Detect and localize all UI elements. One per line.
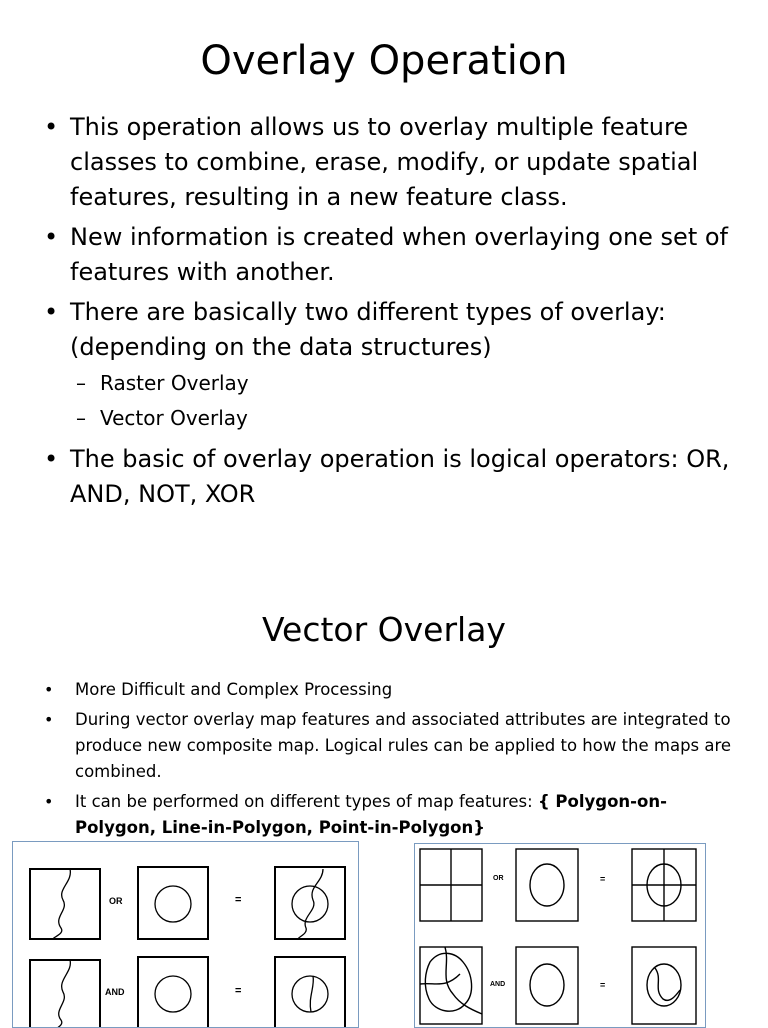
overlay-diagram-right — [415, 844, 705, 1027]
equals-label: = — [600, 874, 606, 884]
clipped-line — [310, 976, 313, 1012]
overlay-figure-right — [414, 843, 706, 1028]
ellipse-polygon — [530, 964, 564, 1006]
sub-item: – Vector Overlay — [76, 406, 248, 430]
and-label: AND — [105, 987, 125, 997]
bullet-dot-icon: • — [44, 445, 59, 473]
polygon-map-box — [516, 849, 578, 921]
dash-icon: – — [76, 406, 86, 430]
polygon-map-box — [516, 947, 578, 1024]
circle-polygon — [155, 976, 191, 1012]
line-feature — [53, 960, 70, 1027]
equals-label: = — [600, 980, 606, 990]
bullet-dot-icon: • — [44, 792, 54, 811]
overlay-figure-left — [12, 841, 359, 1028]
irregular-map-box — [420, 947, 482, 1024]
line-feature — [298, 869, 323, 939]
equals-label: = — [235, 894, 242, 906]
line-map-box — [30, 960, 100, 1027]
slide-title: Vector Overlay — [262, 610, 506, 649]
polygon-map-box — [138, 867, 208, 939]
and-label: AND — [490, 981, 506, 988]
result-map-box — [632, 947, 696, 1024]
sub-item: – Raster Overlay — [76, 371, 249, 395]
bullet-dot-icon: • — [44, 223, 59, 251]
bullet-item: • It can be performed on different types of map features: { Polygon-on-Polygon, Line-in-Polygon, Point-in-Polygon} — [44, 789, 734, 841]
bullet-dot-icon: • — [44, 680, 54, 699]
or-label: OR — [109, 896, 123, 906]
slide-title: Overlay Operation — [200, 38, 568, 84]
dash-icon: – — [76, 371, 86, 395]
bullet-item: • More Difficult and Complex Processing — [44, 677, 734, 703]
ellipse-polygon — [530, 864, 564, 906]
result-map-box — [275, 867, 345, 939]
bullet-item: • The basic of overlay operation is logical operators: OR, AND, NOT, XOR — [44, 442, 734, 512]
equals-label: = — [235, 985, 242, 997]
overlay-diagram-left — [13, 842, 358, 1027]
bullet-item: • There are basically two different types of overlay: (depending on the data structures) — [44, 295, 734, 365]
line-feature — [53, 869, 70, 939]
bullet-dot-icon: • — [44, 710, 54, 729]
line-map-box — [30, 869, 100, 939]
or-label: OR — [493, 875, 504, 882]
bullet-item: • During vector overlay map features and associated attributes are integrated to produce new composite map. Logical rules can be applied to how the maps are combined. — [44, 707, 734, 785]
circle-polygon — [155, 886, 191, 922]
bullet-item: • This operation allows us to overlay multiple feature classes to combine, erase, modify, or update spatial features, resulting in a new feature class. — [44, 110, 734, 215]
result-map-box — [275, 957, 345, 1027]
polygon-map-box — [138, 957, 208, 1027]
bullet-dot-icon: • — [44, 298, 59, 326]
bullet-item: • New information is created when overlaying one set of features with another. — [44, 220, 734, 290]
bullet-dot-icon: • — [44, 113, 59, 141]
